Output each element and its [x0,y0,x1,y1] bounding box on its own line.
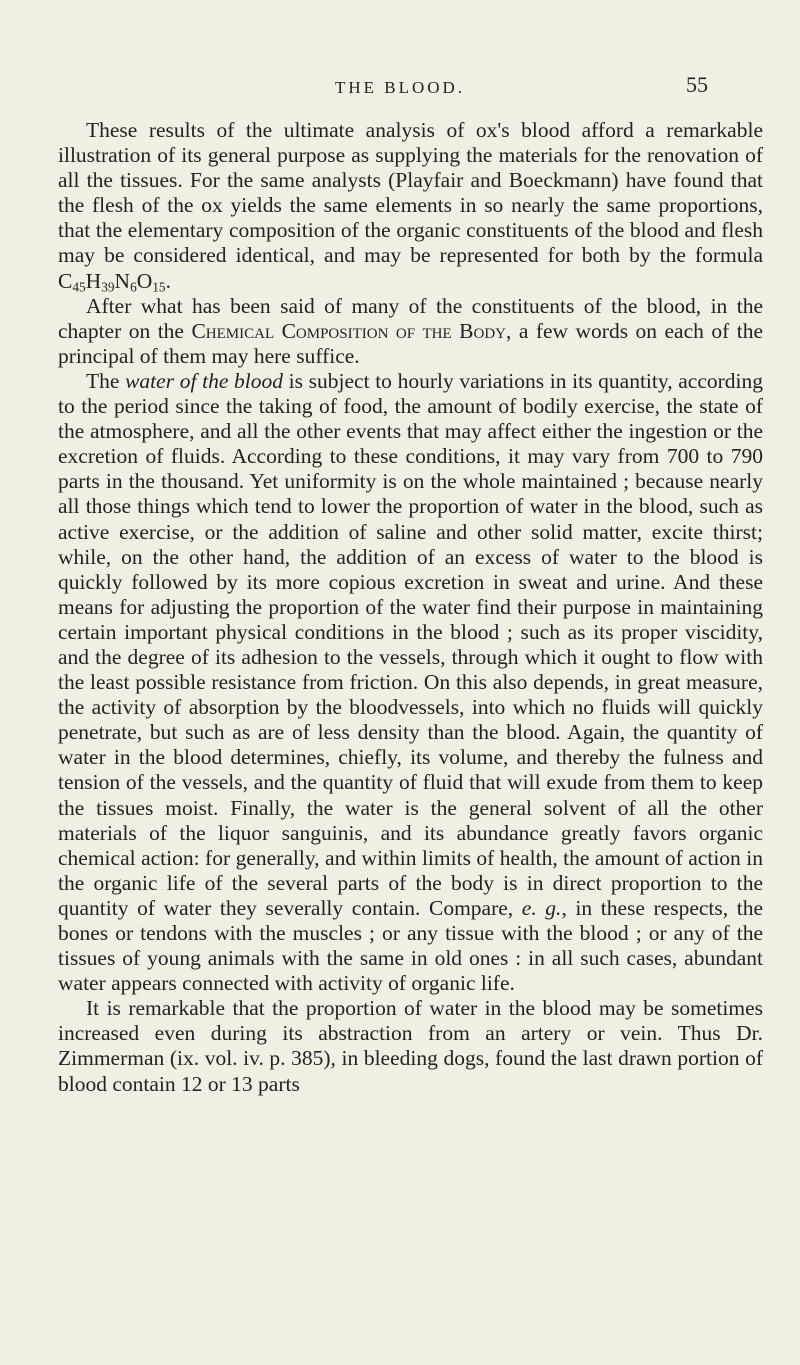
chapter-reference: Chemical Composition of the Body [191,318,506,343]
chemical-formula: $C_{45}H_{39}N_6O_{15}$. [58,268,171,294]
paragraph-water-of-blood: The water of the blood is subject to hourly variations in its quantity, according to the period since the taking of food, the amount of bodily exercise, the state of the atmosphere, and all the other events that may affect either the ingestion or the excretion of fluids. According to these conditions, it may vary from 700 to 790 parts in the thousand. Yet uniformity is on the whole maintained ; because nearly all those things which tend to lower the proportion of water in the blood, such as active exercise, or the addition of saline and other solid matter, excite thirst; while, on the other hand, the addition of an excess of water to the blood is quickly followed by its more copious excretion in sweat and urine. And these means for adjusting the proportion of the water find their purpose in maintaining certain important physical conditions in the blood ; such as its proper viscidity, and the degree of its adhesion to the vessels, through which it ought to flow with the least possible resistance from friction. On this also depends, in great measure, the activity of absorption by the bloodvessels, into which no fluids will quickly penetrate, but such as are of less density than the blood. Again, the quantity of water in the blood determines, chiefly, its volume, and thereby the fulness and tension of the vessels, and the quantity of fluid that will exude from them to keep the tissues moist. Finally, the water is the general solvent of all the other materials of the liquor sanguinis, and its abundance greatly favors organic chemical action: for generally, and within limits of health, the amount of action in the organic life of the several parts of the body is in direct proportion to the quantity of water they severally contain. Compare, e. g., in these respects, the bones or tendons with the muscles ; or any tissue with the blood ; or any of the tissues of young animals with the same in old ones : in all such cases, abundant water appears connected with activity of organic life. [58,368,764,996]
paragraph-constituents: After what has been said of many of the constituents of the blood, in the chapter on the Chemical Composition of the Body, a few words on each of the principal of them may here suffice. [58,293,763,368]
body-text [58,118,763,1097]
running-head [0,72,800,108]
paragraph-ultimate-analysis [58,118,763,294]
paragraph-zimmerman: It is remarkable that the proportion of water in the blood may be sometimes increased even during its abstraction from an artery or vein. Thus Dr. Zimmerman (ix. vol. iv. p. 385), in bleeding dogs, found the last drawn portion of blood contain 12 or 13 parts [58,996,763,1096]
paragraph-text: These results of the ultimate analysis of ox's blood afford a remarkable illustration of its general purpose as supplying the materials for the renovation of all the tissues. For the same analysts (Playfair and Boeckmann) have found that the flesh of the ox yields the same elements in so nearly the same proportions, that the elementary composition of the organic constituents of the blood and flesh may be considered identical, and may be represented for both by the formula [58,118,763,268]
page-number: 55 [686,72,708,97]
running-title: THE BLOOD. [334,78,466,97]
section-term: water of the blood [125,368,283,393]
